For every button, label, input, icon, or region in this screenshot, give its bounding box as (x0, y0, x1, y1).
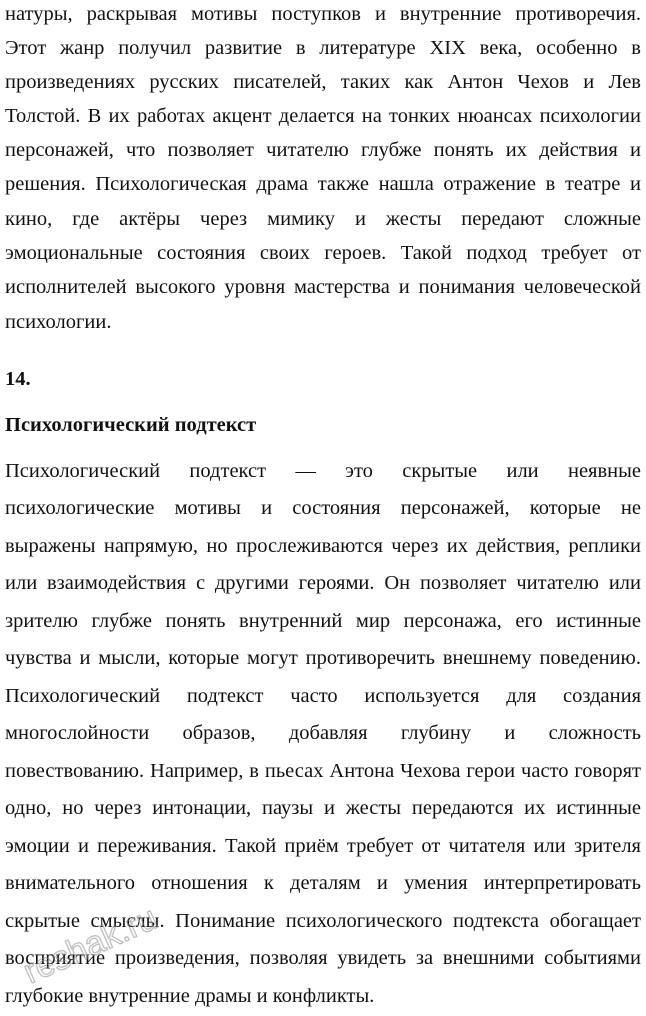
paragraph-line: эмоциональные состояния своих героев. Такой подход требует от (5, 242, 641, 264)
paragraph-line: Толстой. В их работах акцент делается на тонких нюансах психологии (5, 105, 641, 127)
paragraph-line: скрытые смыслы. Понимание психологического подтекста обогащает (5, 910, 641, 932)
paragraph-line: или взаимодействия с другими героями. Он позволяет читателю или (5, 572, 641, 594)
paragraph-line: одно, но через интонации, паузы и жесты передаются их истинные (5, 797, 641, 819)
section-number: 14. (5, 368, 31, 390)
paragraph-line: чувства и мысли, которые могут противоречить внешнему поведению. (5, 647, 641, 669)
paragraph-line: Психологический подтекст часто используется для создания (5, 685, 641, 707)
paragraph-line: исполнителей высокого уровня мастерства и понимания человеческой (5, 276, 641, 298)
paragraph-line: персонажей, что позволяет читателю глубже понять их действия и (5, 139, 641, 161)
paragraph-line: восприятие произведения, позволяя увидеть за внешними событиями (5, 947, 641, 969)
paragraph-line: кино, где актёры через мимику и жесты передают сложные (5, 208, 641, 230)
paragraph-line: эмоции и переживания. Такой приём требует от читателя или зрителя (5, 835, 641, 857)
paragraph-line: многослойности образов, добавляя глубину и сложность (5, 722, 641, 744)
paragraph-line: Психологический подтекст — это скрытые или неявные (5, 460, 641, 482)
paragraph-line: глубокие внутренние драмы и конфликты. (5, 985, 375, 1007)
paragraph-line: натуры, раскрывая мотивы поступков и внутренние противоречия. (5, 3, 641, 25)
paragraph-line: психологии. (5, 311, 112, 333)
watermark-text: reshak.ru (17, 898, 163, 992)
paragraph-line: решения. Психологическая драма также нашла отражение в театре и (5, 173, 641, 195)
paragraph-line: произведениях русских писателей, таких как Антон Чехов и Лев (5, 71, 641, 93)
paragraph-line: внимательного отношения к деталям и умения интерпретировать (5, 872, 641, 894)
section-title: Психологический подтекст (5, 414, 257, 436)
paragraph-line: Этот жанр получил развитие в литературе XIX века, особенно в (5, 37, 641, 59)
paragraph-line: выражены напрямую, но прослеживаются через их действия, реплики (5, 535, 641, 557)
paragraph-line: повествованию. Например, в пьесах Антона Чехова герои часто говорят (5, 760, 641, 782)
paragraph-line: психологические мотивы и состояния персонажей, которые не (5, 497, 641, 519)
paragraph-line: зрителю глубже понять внутренний мир персонажа, его истинные (5, 610, 641, 632)
